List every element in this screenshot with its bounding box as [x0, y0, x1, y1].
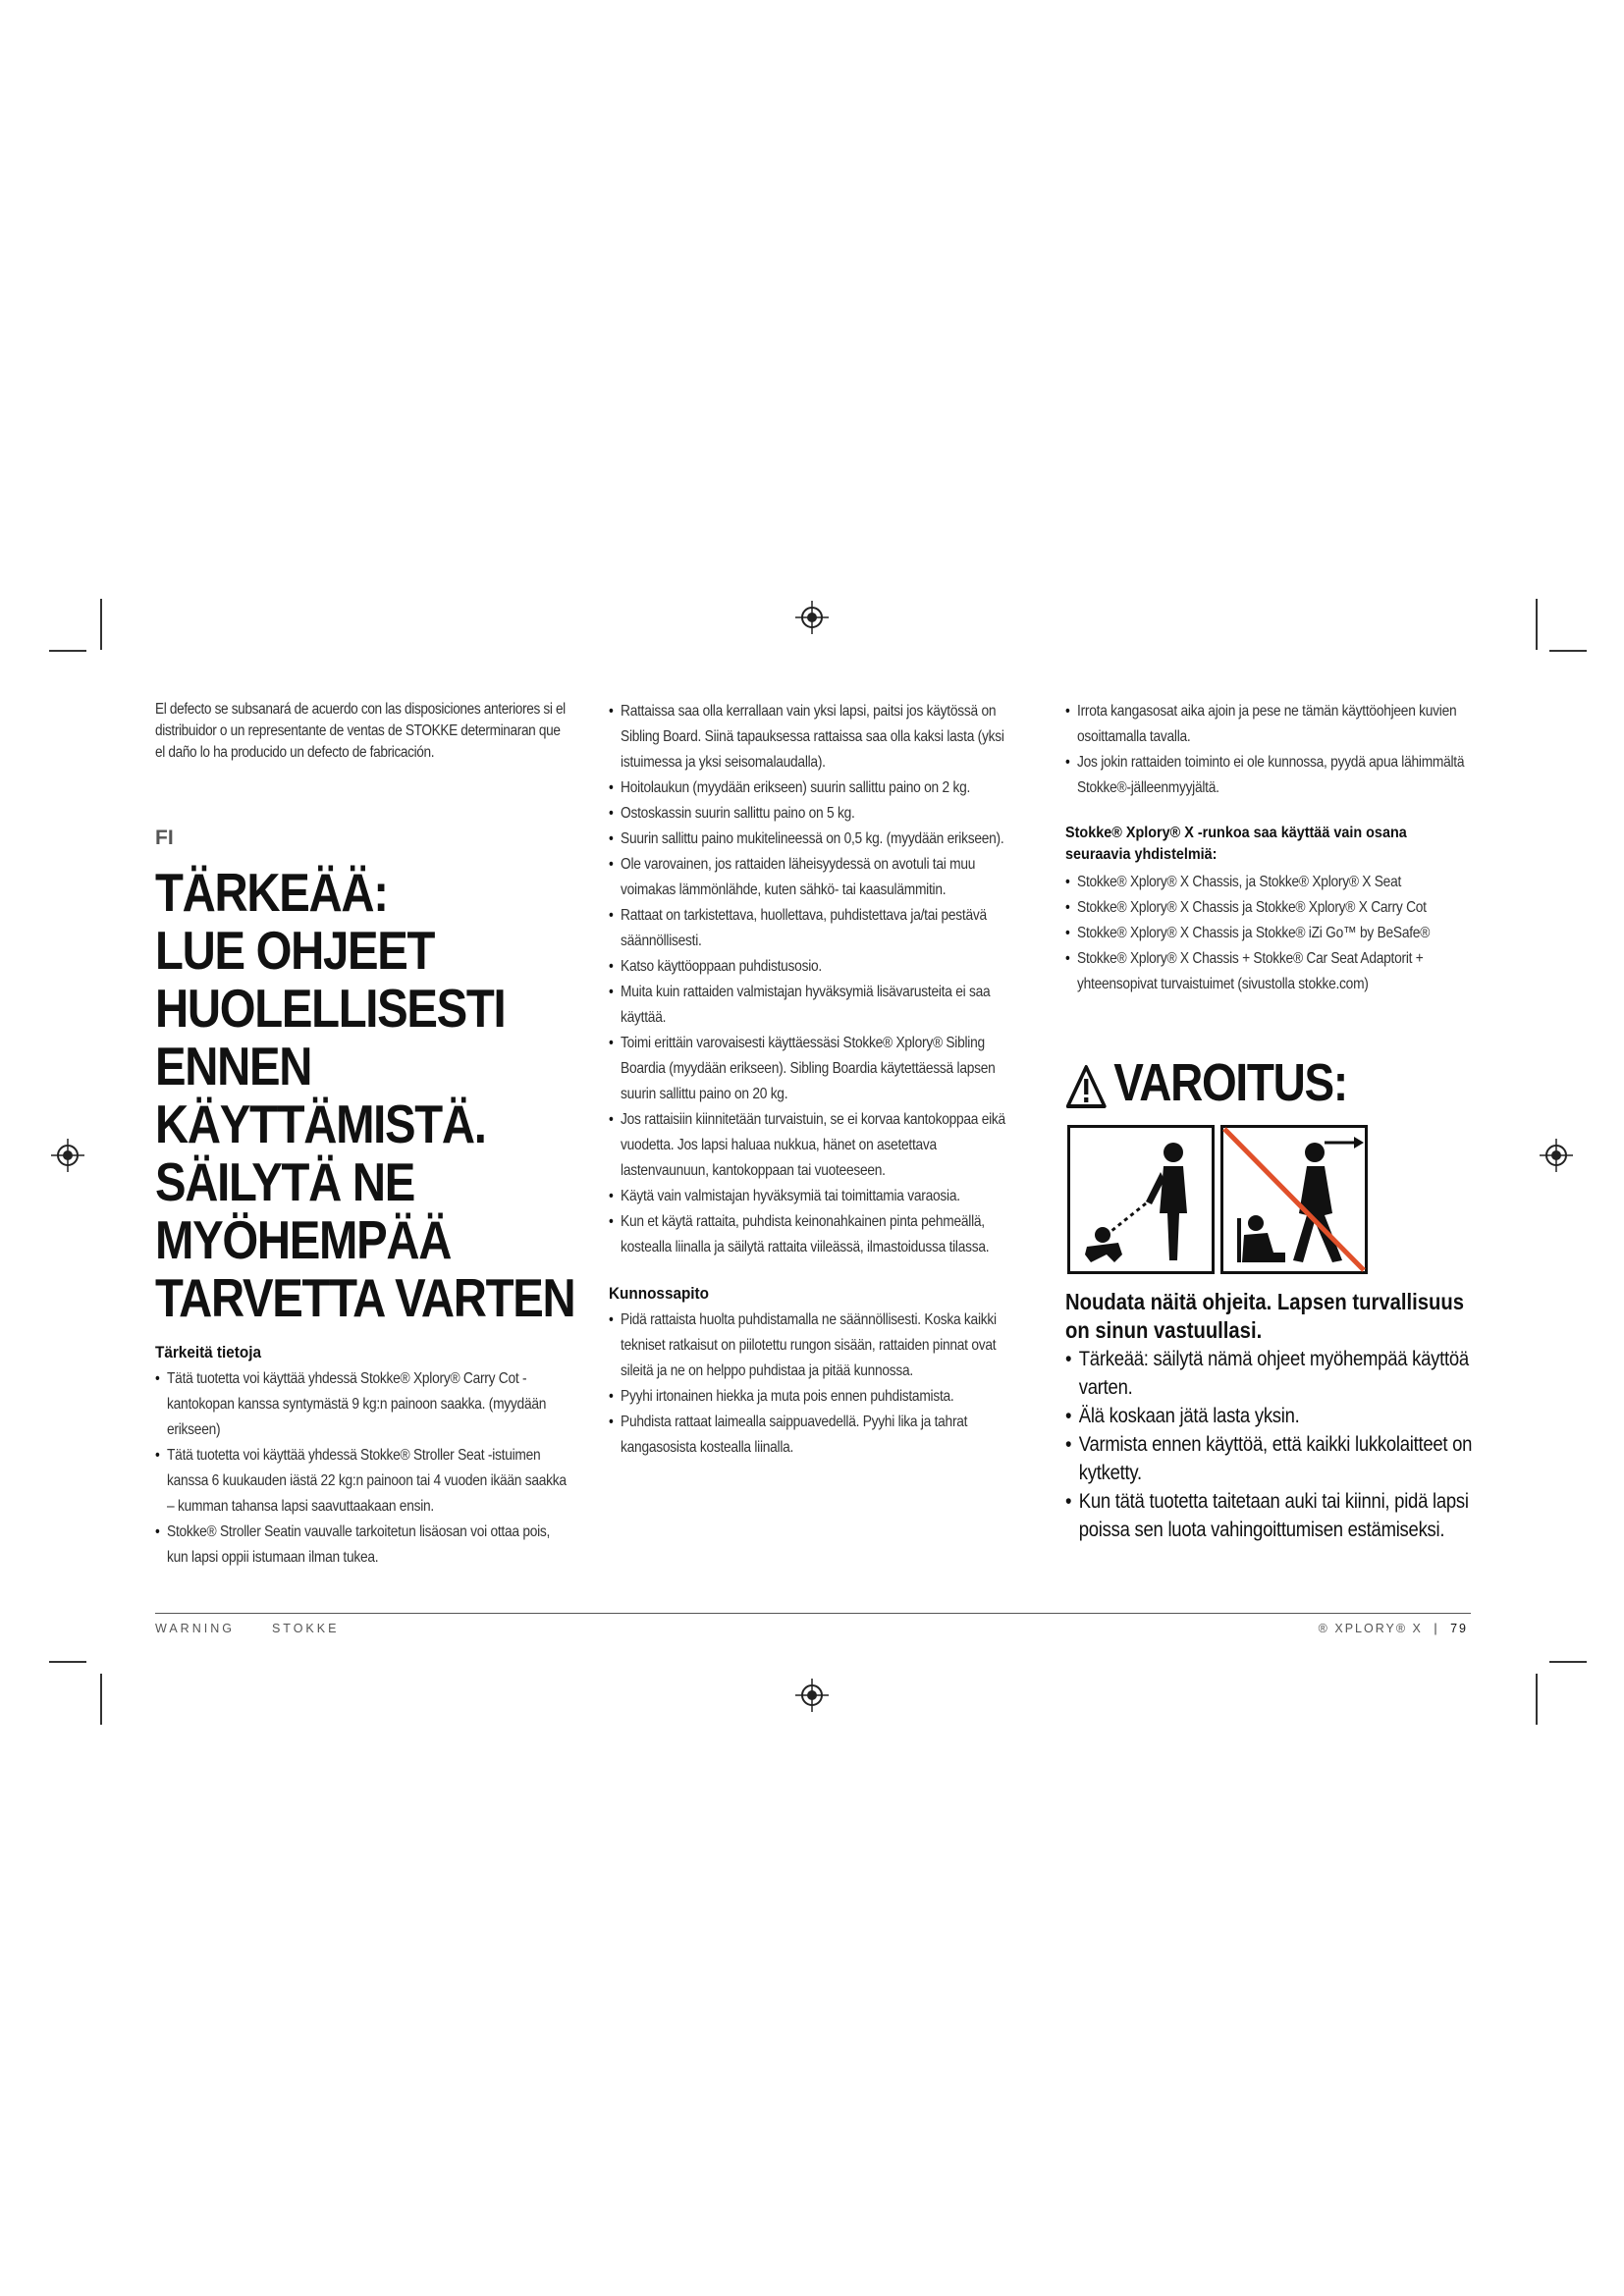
list-item: • Katso käyttöoppaan puhdistusosio. — [609, 954, 1020, 980]
list-item: • Suurin sallittu paino mukitelineessä on 0,5 kg. (myydään erikseen). — [609, 827, 1020, 852]
list-item: • Varmista ennen käyttöä, että kaikki lukkolaitteet on kytketty. — [1065, 1430, 1487, 1487]
list-item: • Irrota kangasosat aika ajoin ja pese ne tämän käyttöohjeen kuvien osoittamalla tavalla. — [1065, 699, 1487, 750]
title-line: MYÖHEMPÄÄ — [155, 1209, 452, 1270]
list-item: • Pyyhi irtonainen hiekka ja muta pois ennen puhdistamista. — [609, 1384, 1020, 1410]
important-info-section — [155, 1343, 568, 1571]
crop-mark — [1536, 1674, 1538, 1725]
warning-triangle-icon — [1065, 1064, 1108, 1109]
warning-title-text: VAROITUS: — [1113, 1053, 1347, 1112]
list-item: • Stokke® Stroller Seatin vauvalle tarkoitetun lisäosan voi ottaa pois, kun lapsi oppii istumaan ilman tukea. — [155, 1520, 567, 1571]
warning-title — [1065, 1052, 1347, 1113]
list-item: • Muita kuin rattaiden valmistajan hyväksymiä lisävarusteita ei saa käyttää. — [609, 980, 1020, 1031]
list-item: • Toimi erittäin varovaisesti käyttäessäsi Stokke® Xplory® Sibling Boardia (myydään erikseen). Sibling Boardia käytettäessä lapsen suurin sallittu paino on 20 kg. — [609, 1031, 1020, 1107]
section-heading: Tärkeitä tietoja — [155, 1343, 261, 1362]
list-item: • Stokke® Xplory® X Chassis ja Stokke® Xplory® X Carry Cot — [1065, 895, 1487, 921]
spanish-paragraph: El defecto se subsanará de acuerdo con las disposiciones anteriores si el distribuidor o un representante de ventas de STOKKE determinaran que el daño lo ha producido un defecto de fabricación. — [155, 701, 566, 761]
registration-mark-icon — [795, 601, 829, 634]
list-item: • Ole varovainen, jos rattaiden läheisyydessä on avotuli tai muu voimakas lämmönlähde, kuten sähkö- tai kaasulämmitin. — [609, 852, 1020, 903]
footer-brand-label: STOKKE — [271, 1622, 340, 1635]
list-item: • Kun et käytä rattaita, puhdista keinonahkainen pinta pehmeällä, kostealla liinalla ja säilytä rattaita viileässä, ilmastoidussa tilassa. — [609, 1209, 1020, 1260]
list-item: • Älä koskaan jätä lasta yksin. — [1065, 1402, 1487, 1430]
title-line: HUOLELLISESTI — [155, 978, 506, 1039]
list-item: • Käytä vain valmistajan hyväksymiä tai toimittamia varaosia. — [609, 1184, 1020, 1209]
title-line: ENNEN — [155, 1036, 312, 1096]
title-line: TARVETTA VARTEN — [155, 1267, 575, 1328]
column-middle — [609, 699, 1021, 1461]
list-item: • Jos jokin rattaiden toiminto ei ole kunnossa, pyydä apua lähimmältä Stokke®-jälleenmyyjältä. — [1065, 750, 1487, 801]
list-item: • Stokke® Xplory® X Chassis + Stokke® Car Seat Adaptorit + yhteensopivat turvaistuimet (sivustolla stokke.com) — [1065, 946, 1487, 997]
section-heading: Kunnossapito — [609, 1284, 710, 1303]
list-item: • Kun tätä tuotetta taitetaan auki tai kiinni, pidä lapsi poissa sen luota vahingoittumisen estämiseksi. — [1065, 1487, 1487, 1544]
title-line: SÄILYTÄ NE — [155, 1151, 414, 1212]
section-heading: Stokke® Xplory® X -runkoa saa käyttää vain osana seuraavia yhdistelmiä: — [1065, 825, 1407, 863]
crop-mark — [100, 1674, 102, 1725]
list-item: • Tärkeää: säilytä nämä ohjeet myöhempää käyttöä varten. — [1065, 1345, 1487, 1402]
list-item: • Jos rattaisiin kiinnitetään turvaistuin, se ei korvaa kantokoppaa eikä vuodetta. Jos lapsi haluaa nukkua, hänet on asetettava lastenvaunuun, kantokoppaan tai vuoteeseen. — [609, 1107, 1020, 1184]
list-item: • Tätä tuotetta voi käyttää yhdessä Stokke® Stroller Seat -istuimen kanssa 6 kuukauden iästä 22 kg:n painoon tai 4 vuoden ikään saakka – kumman tahansa lapsi saavuttaakaan ensin. — [155, 1443, 567, 1520]
footer-warning-label: WARNING — [155, 1622, 235, 1635]
crop-mark — [49, 1661, 86, 1663]
list-item: • Tätä tuotetta voi käyttää yhdessä Stokke® Xplory® Carry Cot -kantokopan kanssa syntymästä 9 kg:n painoon saakka. (myydään erikseen) — [155, 1366, 567, 1443]
crop-mark — [1536, 599, 1538, 650]
warning-pictogram-icon — [1067, 1125, 1368, 1274]
footer-rule — [155, 1613, 1471, 1614]
list-item: • Ostoskassin suurin sallittu paino on 5 kg. — [609, 801, 1020, 827]
list-item: • Stokke® Xplory® X Chassis ja Stokke® iZi Go™ by BeSafe® — [1065, 921, 1487, 946]
crop-mark — [49, 650, 86, 652]
footer-product-label: ® XPLORY® X — [1318, 1622, 1423, 1635]
list-item: • Rattaissa saa olla kerrallaan vain yksi lapsi, paitsi jos käytössä on Sibling Board. Siinä tapauksessa rattaissa saa olla kaksi lasta (yksi istuimessa ja yksi seisomalaudalla). — [609, 699, 1020, 775]
crop-mark — [100, 599, 102, 650]
important-title — [155, 862, 575, 1328]
registration-mark-icon — [51, 1139, 84, 1172]
registration-mark-icon — [1540, 1139, 1573, 1172]
list-item: • Stokke® Xplory® X Chassis, ja Stokke® Xplory® X Seat — [1065, 870, 1487, 895]
footer-left — [155, 1622, 376, 1635]
warning-lead: Noudata näitä ohjeita. Lapsen turvallisuus on sinun vastuullasi. — [1065, 1289, 1465, 1343]
title-line: KÄYTTÄMISTÄ. — [155, 1094, 486, 1154]
crop-mark — [1549, 1661, 1587, 1663]
language-code: FI — [155, 827, 174, 849]
column-left — [155, 699, 568, 764]
warning-list — [1065, 1345, 1488, 1544]
title-line: LUE OHJEET — [155, 920, 435, 981]
registration-mark-icon — [795, 1679, 829, 1712]
list-item: • Hoitolaukun (myydään erikseen) suurin sallittu paino on 2 kg. — [609, 775, 1020, 801]
title-line: TÄRKEÄÄ: — [155, 862, 388, 923]
column-right — [1065, 699, 1488, 997]
list-item: • Rattaat on tarkistettava, huollettava, puhdistettava ja/tai pestävä säännöllisesti. — [609, 903, 1020, 954]
crop-mark — [1549, 650, 1587, 652]
list-item: • Pidä rattaista huolta puhdistamalla ne säännöllisesti. Koska kaikki tekniset ratkaisut on piilotettu rungon sisään, rattaiden pinnat ovat sileitä ja ne on helppo puhdistaa ja pitää kunnossa. — [609, 1308, 1020, 1384]
list-item: • Puhdista rattaat laimealla saippuavedellä. Pyyhi lika ja tahrat kangasosista kostealla liinalla. — [609, 1410, 1020, 1461]
page-number: 79 — [1450, 1622, 1468, 1635]
footer-right: ® XPLORY® X | 79 — [1318, 1622, 1468, 1635]
